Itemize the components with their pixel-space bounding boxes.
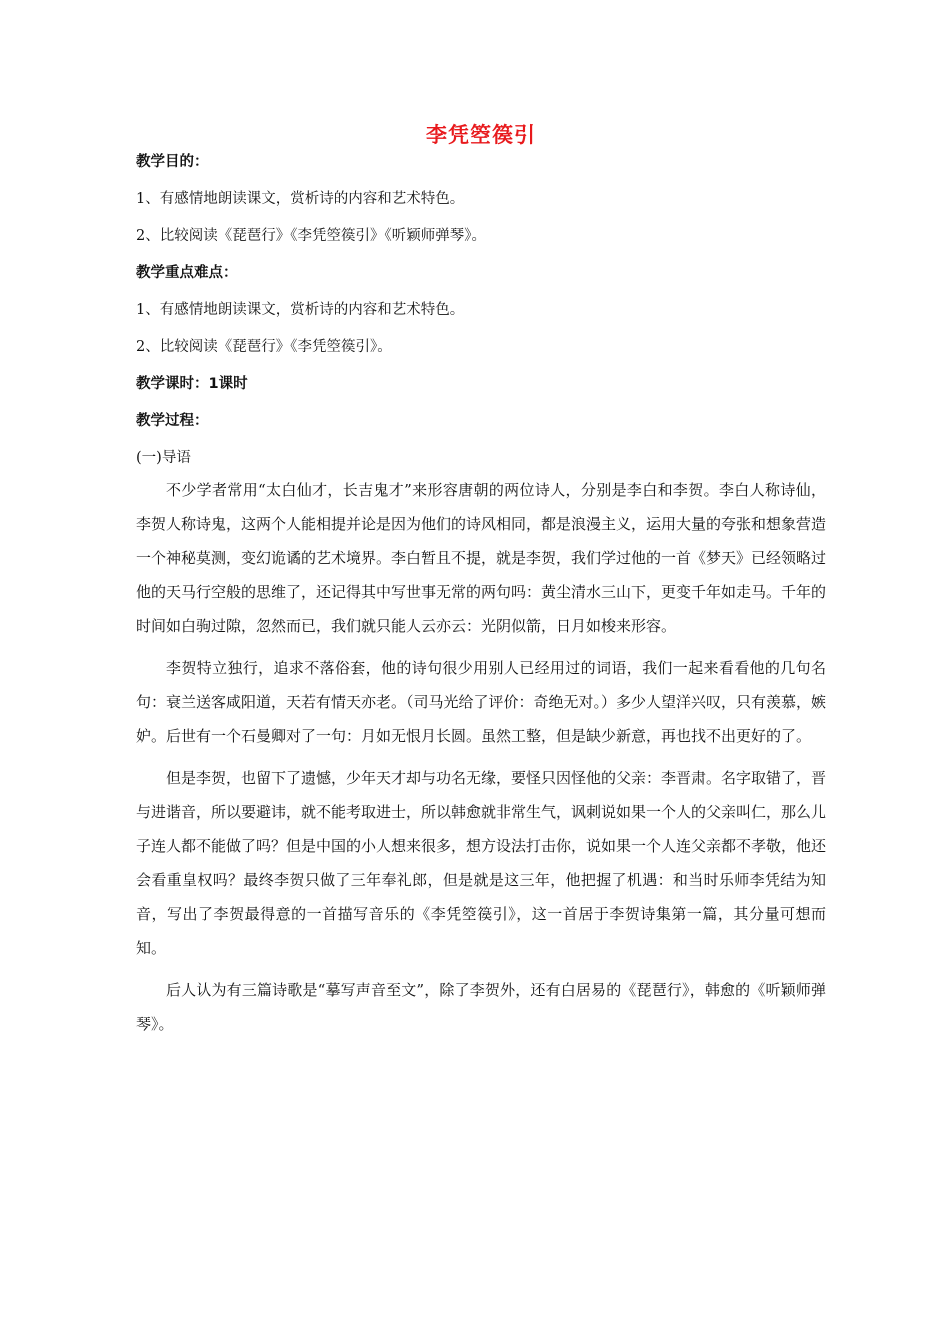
objectives-heading: 教学目的： [136,154,209,170]
class-hours-heading: 教学课时：1课时 [136,376,248,392]
paragraph-1: 不少学者常用“太白仙才，长吉鬼才”来形容唐朝的两位诗人，分别是李白和李贺。李白人称诗仙，李贺人称诗鬼，这两个人能相提并论是因为他们的诗风相同，都是浪漫主义，运用大量的夸张和想象营造一个神秘莫测，变幻诡谲的艺术境界。李白暂且不提，就是李贺，我们学过他的一首《梦天》已经领略过他的天马行空般的思维了，还记得其中写世事无常的两句吗：黄尘清水三山下，更变千年如走马。千年的时间如白驹过隙，忽然而已，我们就只能人云亦云：光阴似箭，日月如梭来形容。 [136,481,827,635]
objective-item-2: 2、比较阅读《琵琶行》《李凭箜篌引》《听颖师弹琴》。 [136,228,486,244]
process-heading: 教学过程： [136,413,209,429]
paragraph-3: 但是李贺，也留下了遗憾，少年天才却与功名无缘，要怪只因怪他的父亲：李晋肃。名字取错了，晋与进谐音，所以要避讳，就不能考取进士，所以韩愈就非常生气，讽刺说如果一个人的父亲叫仁，那么儿子连人都不能做了吗？但是中国的小人想来很多，想方设法打击你，说如果一个人连父亲都不孝敬，他还会看重皇权吗？最终李贺只做了三年奉礼郎，但是就是这三年，他把握了机遇：和当时乐师李凭结为知音，写出了李贺最得意的一首描写音乐的《李凭箜篌引》，这一首居于李贺诗集第一篇，其分量可想而知。 [136,769,827,957]
document-page [136,118,826,1041]
document-title: 李凭箜篌引 [426,123,536,147]
paragraph-2: 李贺特立独行，追求不落俗套，他的诗句很少用别人已经用过的词语，我们一起来看看他的几句名句：衰兰送客咸阳道，天若有情天亦老。（司马光给了评价：奇绝无对。）多少人望洋兴叹，只有羡慕，嫉妒。后世有一个石曼卿对了一句：月如无恨月长圆。虽然工整，但是缺少新意，再也找不出更好的了。 [136,659,827,745]
key-points-heading: 教学重点难点： [136,265,238,281]
objective-item-1: 1、有感情地朗读课文，赏析诗的内容和艺术特色。 [136,191,465,207]
key-point-item-1: 1、有感情地朗读课文，赏析诗的内容和艺术特色。 [136,302,465,318]
section-title-intro: (一)导语 [136,450,191,466]
key-point-item-2: 2、比较阅读《琵琶行》《李凭箜篌引》。 [136,339,392,355]
paragraph-4: 后人认为有三篇诗歌是“摹写声音至文”，除了李贺外，还有白居易的《琵琶行》，韩愈的《听颖师弹琴》。 [136,981,826,1033]
